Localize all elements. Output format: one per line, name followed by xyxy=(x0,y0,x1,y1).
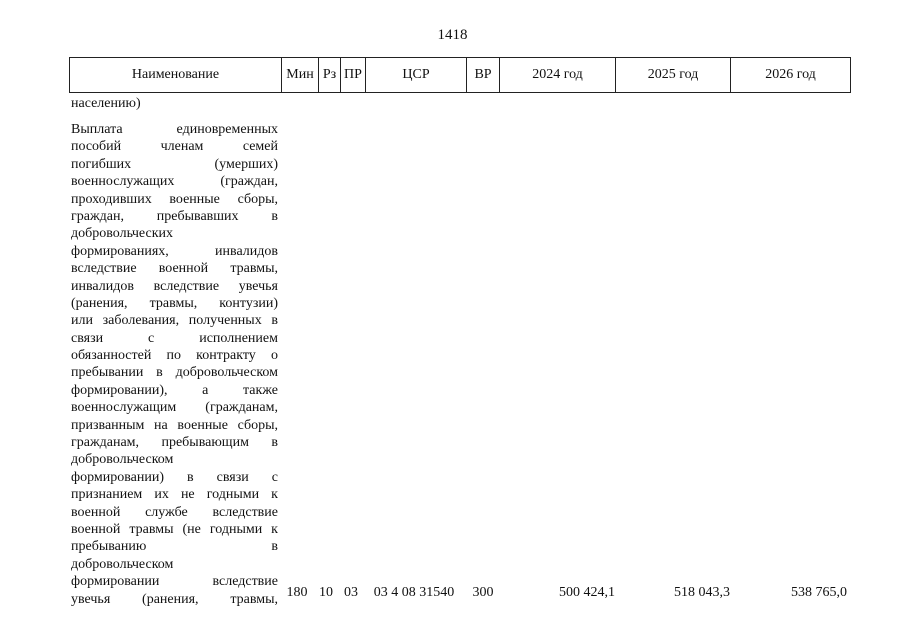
description-line: формировании), а также xyxy=(71,382,278,398)
cell-vr: 300 xyxy=(472,585,494,600)
description-line: погибших (умерших) xyxy=(71,156,278,172)
header-2025: 2025 год xyxy=(616,58,731,93)
description-line: (ранения, травмы, контузии) xyxy=(71,295,278,311)
description-line: вследствие военной травмы, xyxy=(71,261,278,277)
description-line: пребывании в добровольческом xyxy=(71,365,278,381)
header-vr: ВР xyxy=(467,58,500,93)
description-line: гражданам, пребывающим в xyxy=(71,435,278,451)
description-line: добровольческом xyxy=(71,452,174,468)
description-line: пособий членам семей xyxy=(71,139,278,155)
table-row xyxy=(0,584,905,602)
description-line: граждан, пребывавших в xyxy=(71,208,278,224)
header-2026: 2026 год xyxy=(731,58,851,93)
description-line: инвалидов вследствие увечья xyxy=(71,278,278,294)
previous-row-text: населению) xyxy=(71,96,141,111)
budget-table-header xyxy=(69,57,851,93)
cell-pr: 03 xyxy=(344,585,358,600)
header-rz: Рз xyxy=(319,58,341,93)
description-line: военной травмы (не годными к xyxy=(71,521,278,537)
description-line: формировании) в связи с xyxy=(71,469,278,485)
description-line: признанием их не годными к xyxy=(71,487,278,503)
description-line: пребыванию в xyxy=(71,539,278,555)
cell-csr: 03 4 08 31540 xyxy=(373,585,455,600)
cell-2024: 500 424,1 xyxy=(559,585,615,600)
description-line: или заболевания, полученных в xyxy=(71,313,278,329)
description-line: военной службе вследствие xyxy=(71,504,278,520)
description-line: призванным на военные сборы, xyxy=(71,417,278,433)
row-description xyxy=(71,121,278,608)
description-line: обязанностей по контракту о xyxy=(71,348,278,364)
header-pr: ПР xyxy=(341,58,366,93)
cell-2025: 518 043,3 xyxy=(674,585,730,600)
header-2024: 2024 год xyxy=(500,58,616,93)
header-min: Мин xyxy=(282,58,319,93)
description-line: увечья (ранения, травмы, xyxy=(71,591,278,607)
description-line: добровольческих xyxy=(71,226,173,242)
cell-2026: 538 765,0 xyxy=(791,585,847,600)
description-line: Выплата единовременных xyxy=(71,122,278,137)
description-line: добровольческом xyxy=(71,556,174,572)
description-line: связи с исполнением xyxy=(71,330,278,346)
description-line: формированиях, инвалидов xyxy=(71,243,278,259)
page-number: 1418 xyxy=(437,27,468,43)
cell-min: 180 xyxy=(286,585,308,600)
description-line: военнослужащих (граждан, xyxy=(71,174,278,190)
description-line: проходивших военные сборы, xyxy=(71,191,278,207)
header-name: Наименование xyxy=(70,58,282,93)
description-line: формировании вследствие xyxy=(71,574,278,590)
description-line: военнослужащим (гражданам, xyxy=(71,400,278,416)
header-csr: ЦСР xyxy=(366,58,467,93)
cell-rz: 10 xyxy=(319,585,333,600)
